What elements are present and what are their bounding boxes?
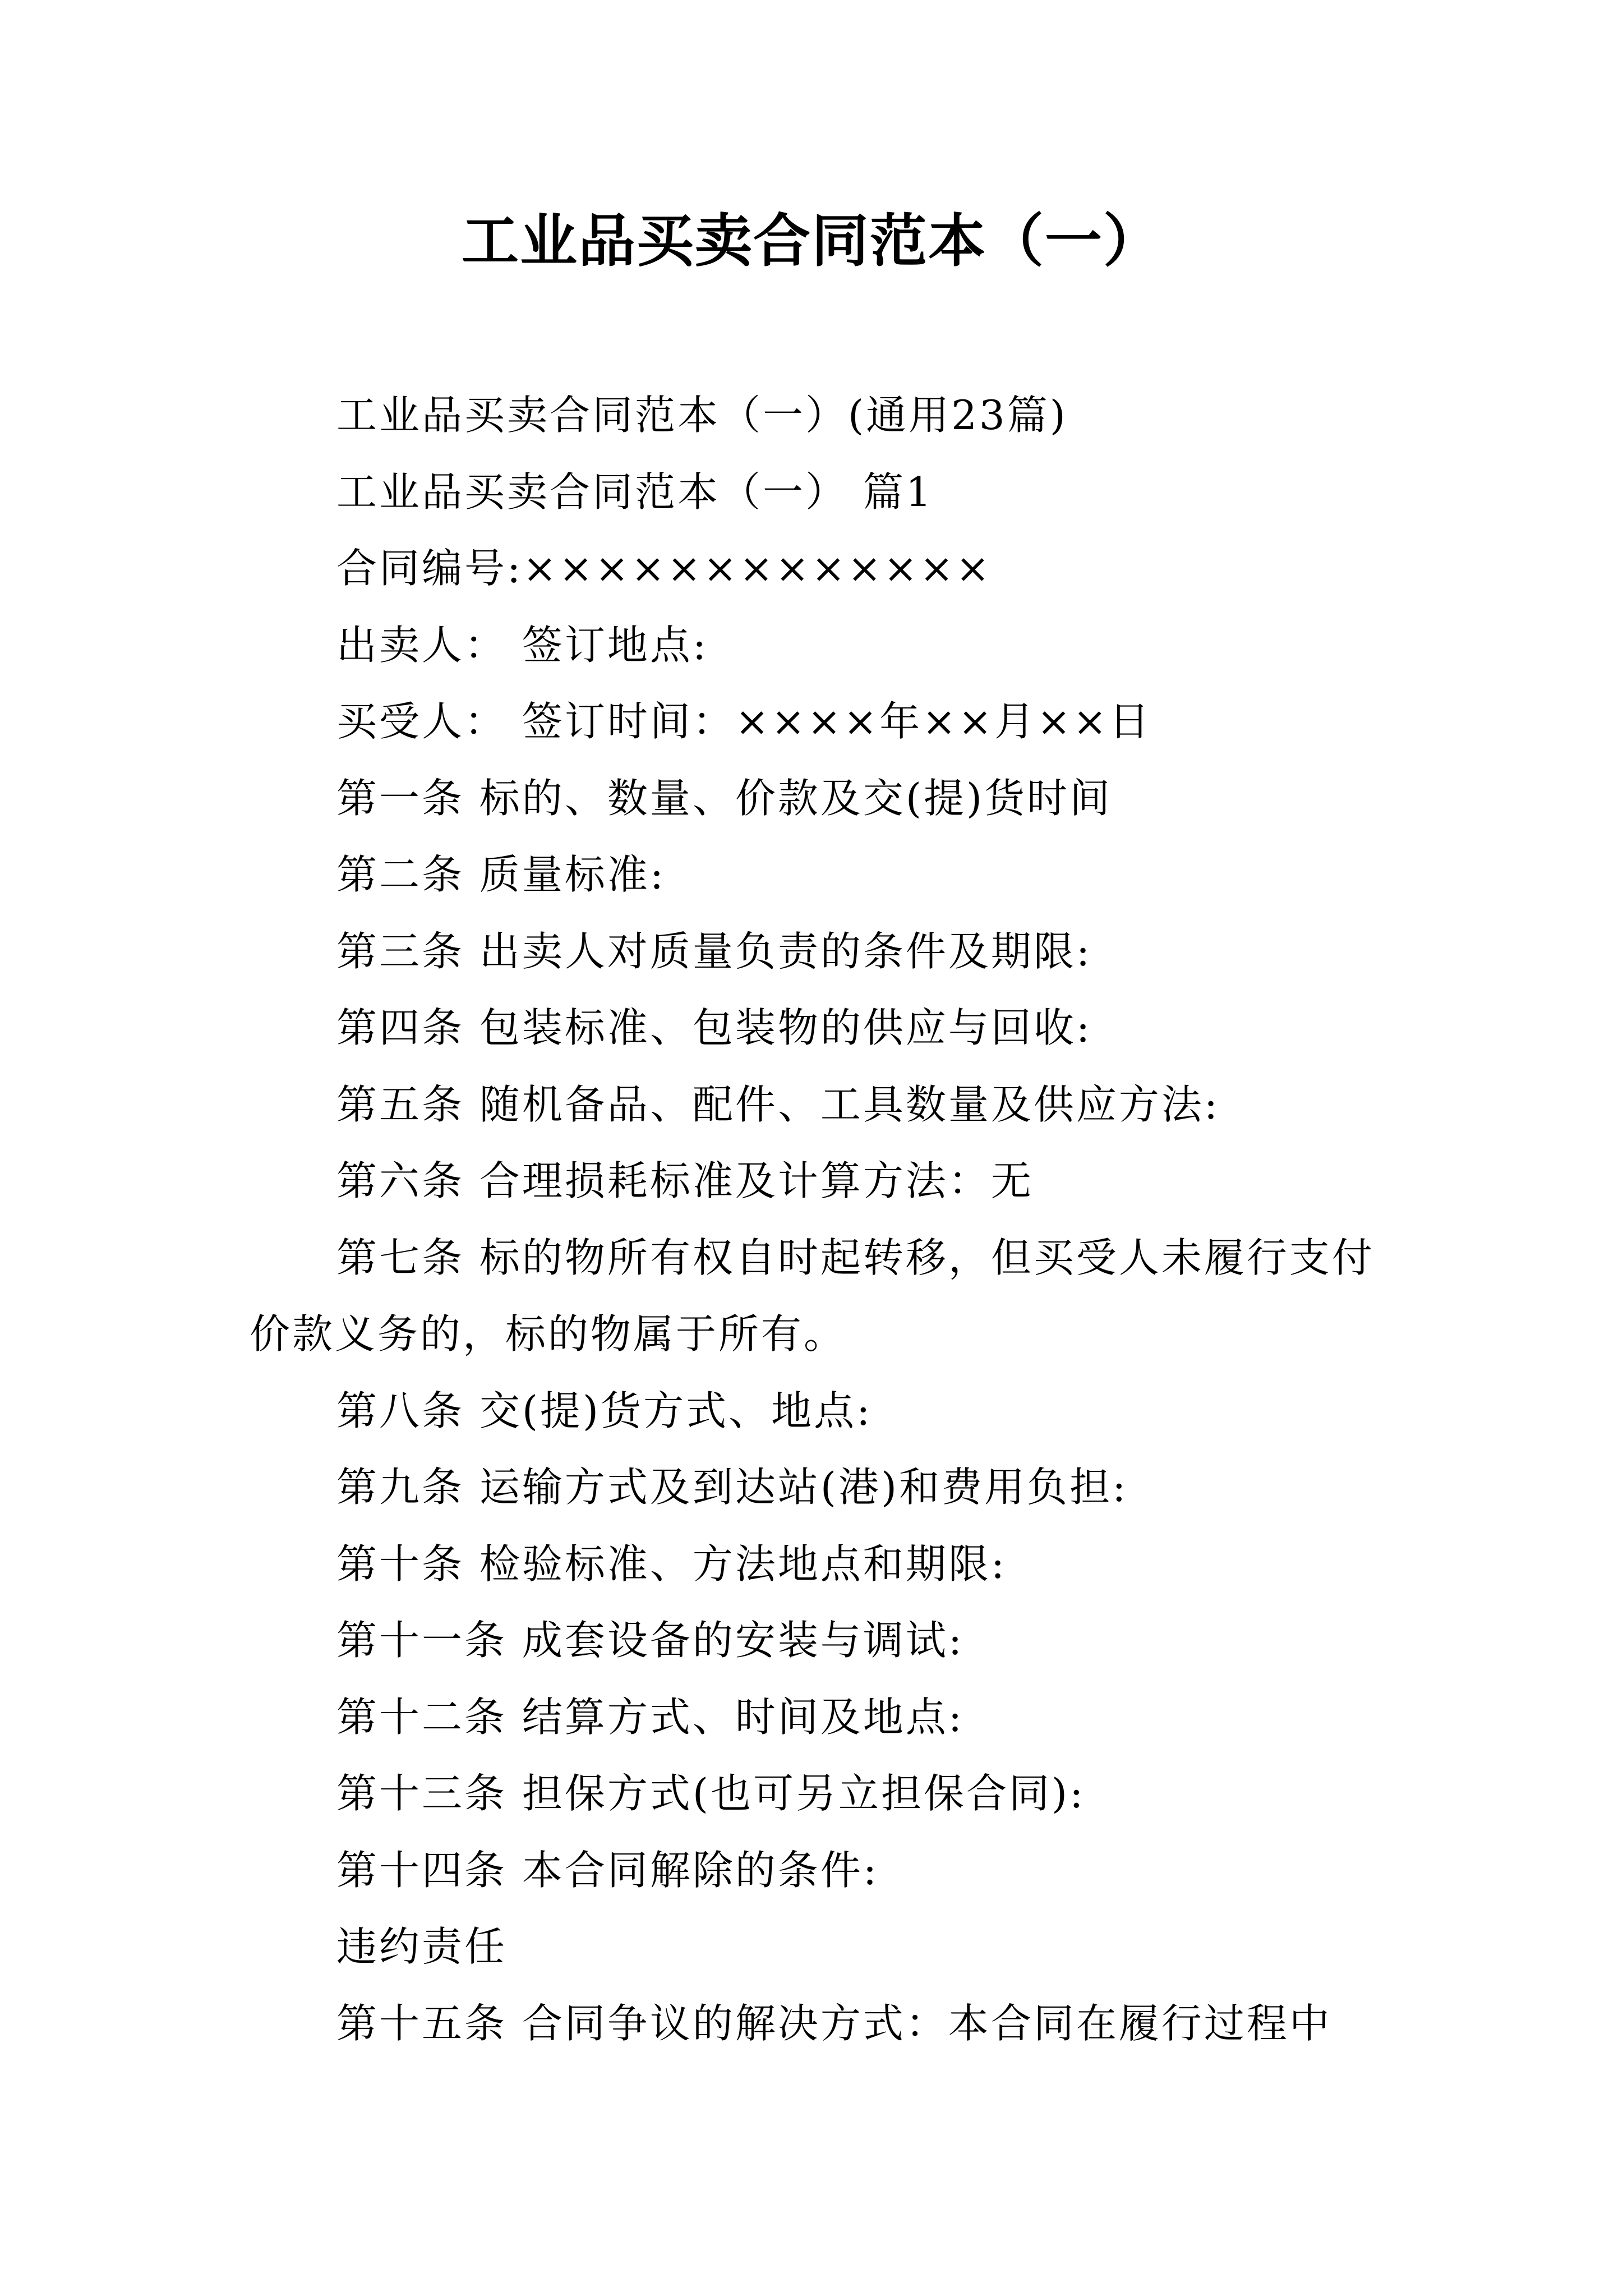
clause-3: 第三条 出卖人对质量负责的条件及期限: [336, 927, 1092, 975]
clause-10: 第十条 检验标准、方法地点和期限: [336, 1540, 1007, 1588]
clause-2: 第二条 质量标准: [336, 851, 666, 898]
clause-12: 第十二条 结算方式、时间及地点: [336, 1693, 965, 1741]
clause-9: 第九条 运输方式及到达站(港)和费用负担: [336, 1464, 1128, 1511]
document-body [250, 377, 1377, 2062]
buyer-line: 买受人： 签订时间：××××年××月××日 [336, 698, 1152, 745]
liability-heading: 违约责任 [336, 1923, 508, 1970]
clause-14: 第十四条 本合同解除的条件: [336, 1846, 879, 1894]
document-title: 工业品买卖合同范本（一） [462, 208, 1161, 275]
clause-8: 第八条 交(提)货方式、地点: [336, 1387, 873, 1434]
clause-1: 第一条 标的、数量、价款及交(提)货时间 [336, 774, 1113, 822]
section-heading: 工业品买卖合同范本（一） 篇1 [336, 468, 934, 516]
clause-13: 第十三条 担保方式(也可另立担保合同): [336, 1770, 1086, 1817]
clause-6: 第六条 合理损耗标准及计算方法：无 [336, 1157, 1034, 1204]
seller-line: 出卖人： 签订地点: [336, 621, 709, 669]
clause-11: 第十一条 成套设备的安装与调试: [336, 1617, 965, 1664]
clause-5: 第五条 随机备品、配件、工具数量及供应方法: [336, 1080, 1220, 1128]
clause-7: 第七条 标的物所有权自时起转移，但买受人未履行支付价款义务的，标的物属于所有。 [250, 1234, 1375, 1358]
contract-number: 合同编号:××××××××××××× [336, 545, 992, 592]
subtitle-paragraph: 工业品买卖合同范本（一）(通用23篇) [336, 392, 1068, 439]
clause-4: 第四条 包装标准、包装物的供应与回收: [336, 1004, 1092, 1051]
clause-15: 第十五条 合同争议的解决方式：本合同在履行过程中 [336, 1999, 1332, 2047]
